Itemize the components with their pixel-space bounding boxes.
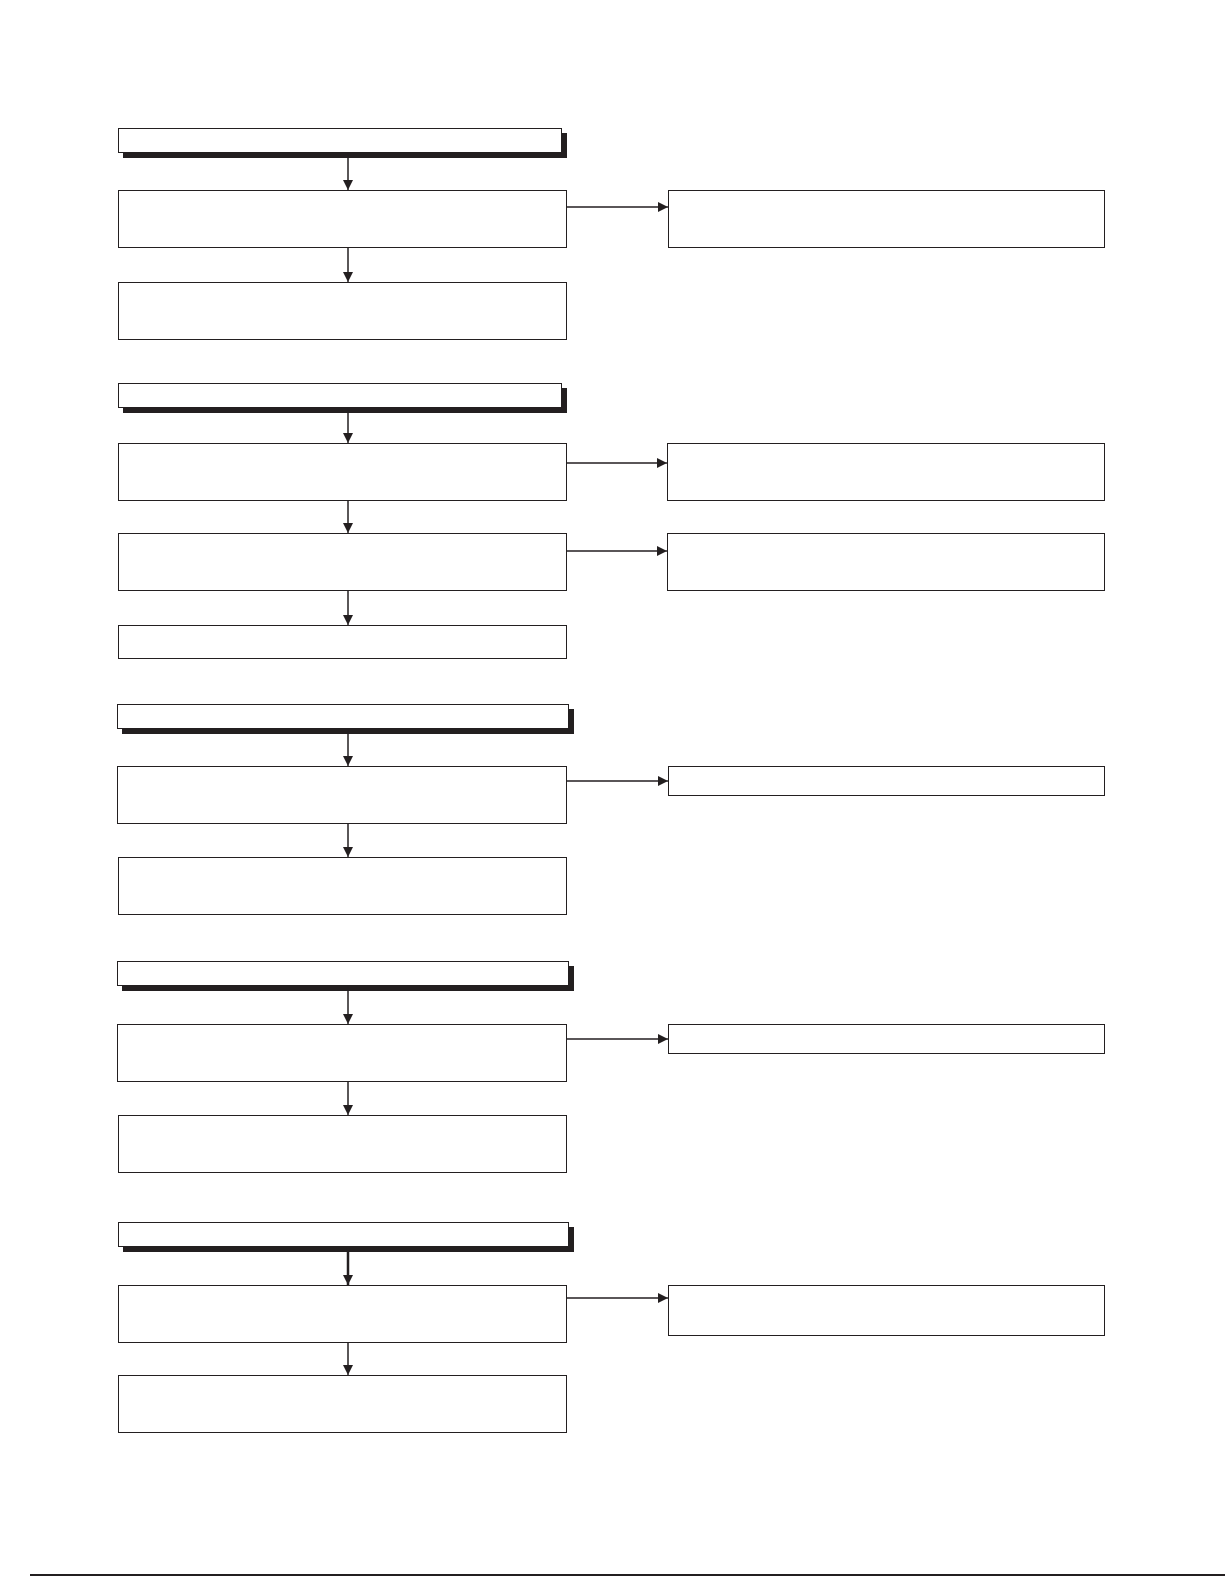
footer-rule <box>30 1574 1225 1576</box>
